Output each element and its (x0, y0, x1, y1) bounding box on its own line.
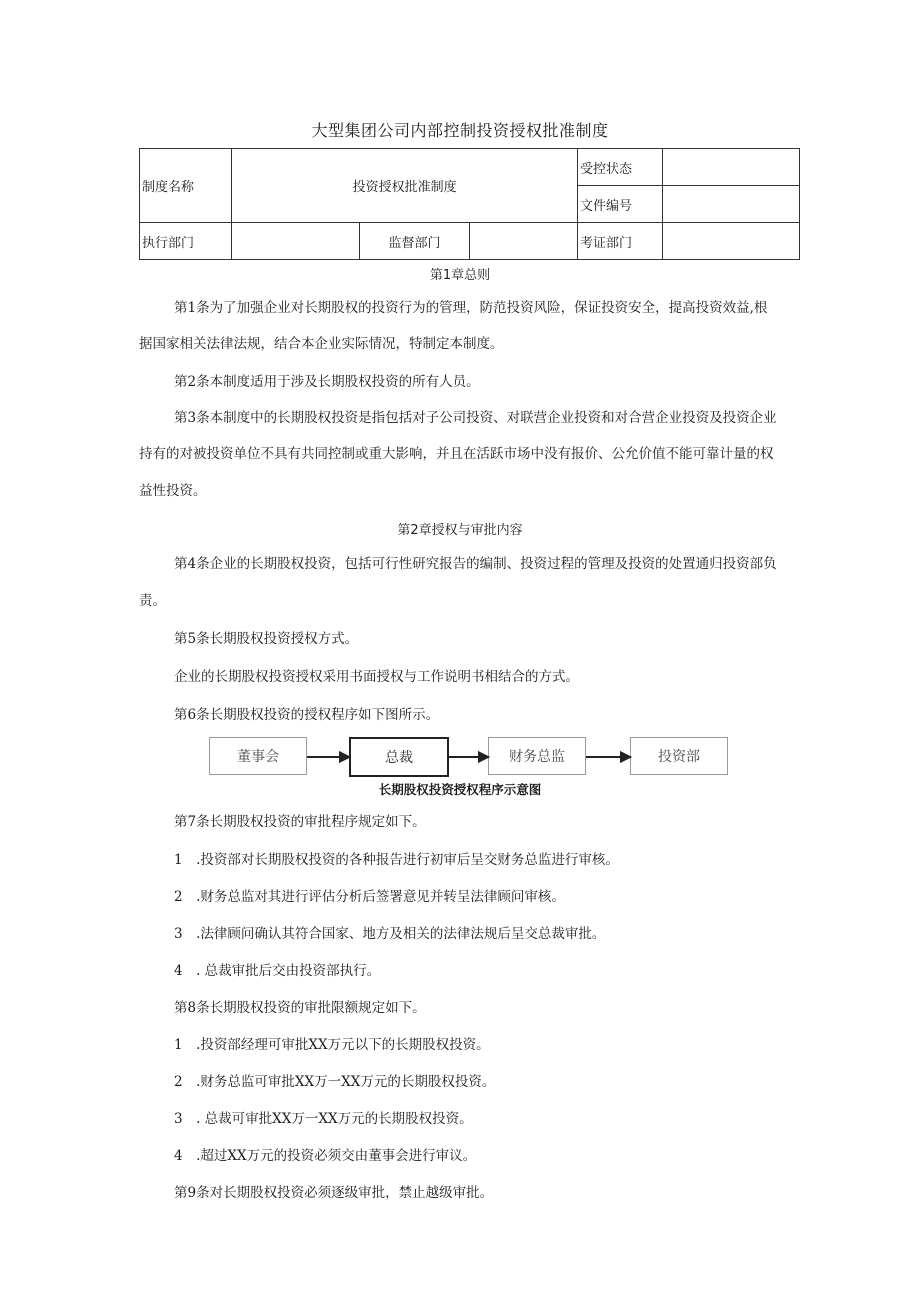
header-table (139, 148, 800, 260)
audit-dept-value (663, 223, 800, 260)
flow-arrowhead-1 (340, 753, 349, 762)
article-9: 第9条对长期股权投资必须逐级审批，禁止越级审批。 (174, 1185, 494, 1201)
article-8-item-2: 2 .财务总监可审批XX万一XX万元的长期股权投资。 (174, 1074, 496, 1090)
article-5: 第5条长期股权投资授权方式。 (174, 631, 359, 647)
article-7-item-4: 4 . 总裁审批后交由投资部执行。 (174, 963, 381, 979)
file-no-value (663, 186, 800, 223)
exec-dept-label: 执行部门 (140, 223, 232, 260)
authorization-flowchart (209, 737, 729, 777)
flow-step-cfo: 财务总监 (488, 737, 586, 775)
article-7-item-3: 3 .法律顾问确认其符合国家、地方及相关的法律法规后呈交总裁审批。 (174, 926, 606, 942)
article-8-item-3: 3 . 总裁可审批XX万一XX万元的长期股权投资。 (174, 1111, 473, 1127)
article-8-item-1: 1 .投资部经理可审批XX万元以下的长期股权投资。 (174, 1037, 490, 1053)
supervise-dept-label: 监督部门 (359, 223, 469, 260)
article-1-line-1: 第1条为了加强企业对长期股权的投资行为的管理，防范投资风险，保证投资安全，提高投资效益,根 (174, 300, 768, 316)
article-4-line-2: 责。 (139, 593, 166, 609)
file-no-label: 文件编号 (578, 186, 663, 223)
supervise-dept-value (470, 223, 578, 260)
article-7: 第7条长期股权投资的审批程序规定如下。 (174, 814, 426, 830)
article-3-line-3: 益性投资。 (139, 483, 207, 499)
flow-arrowhead-3 (621, 753, 630, 762)
exec-dept-value (232, 223, 360, 260)
flow-step-board: 董事会 (209, 737, 307, 775)
article-3-line-1: 第3条本制度中的长期股权投资是指包括对子公司投资、对联营企业投资和对合营企业投资及投资企业 (174, 410, 777, 426)
article-4-line-1: 第4条企业的长期股权投资，包括可行性研究报告的编制、投资过程的管理及投资的处置通归投资部负 (174, 556, 777, 572)
control-status-label: 受控状态 (578, 149, 663, 186)
article-7-item-1: 1 .投资部对长期股权投资的各种报告进行初审后呈交财务总监进行审核。 (174, 852, 619, 868)
name-label: 制度名称 (140, 149, 232, 223)
article-1-line-2: 据国家相关法律法规，结合本企业实际情况，特制定本制度。 (139, 336, 504, 352)
article-7-item-2: 2 .财务总监对其进行评估分析后签署意见并转呈法律顾问审核。 (174, 889, 565, 905)
flow-arrowhead-2 (479, 753, 488, 762)
article-8: 第8条长期股权投资的审批限额规定如下。 (174, 1000, 426, 1016)
flowchart-caption: 长期股权投资授权程序示意图 (378, 782, 542, 797)
chapter-2-heading: 第2章授权与审批内容 (397, 523, 523, 538)
article-5-body: 企业的长期股权投资授权采用书面授权与工作说明书相结合的方式。 (174, 669, 579, 685)
flow-step-investment-dept: 投资部 (630, 737, 728, 775)
flow-step-president: 总裁 (349, 737, 449, 777)
name-value: 投资授权批准制度 (232, 149, 578, 223)
document-title: 大型集团公司内部控制投资授权批准制度 (311, 121, 609, 140)
article-8-item-4: 4 .超过XX万元的投资必须交由董事会进行审议。 (174, 1148, 477, 1164)
article-3-line-2: 持有的对被投资单位不具有共同控制或重大影响，并且在活跃市场中没有报价、公允价值不能可靠计量的权 (139, 446, 774, 462)
audit-dept-label: 考证部门 (578, 223, 663, 260)
chapter-1-heading: 第1章总则 (429, 268, 491, 283)
article-6: 第6条长期股权投资的授权程序如下图所示。 (174, 707, 440, 723)
article-2: 第2条本制度适用于涉及长期股权投资的所有人员。 (174, 374, 480, 390)
control-status-value (663, 149, 800, 186)
